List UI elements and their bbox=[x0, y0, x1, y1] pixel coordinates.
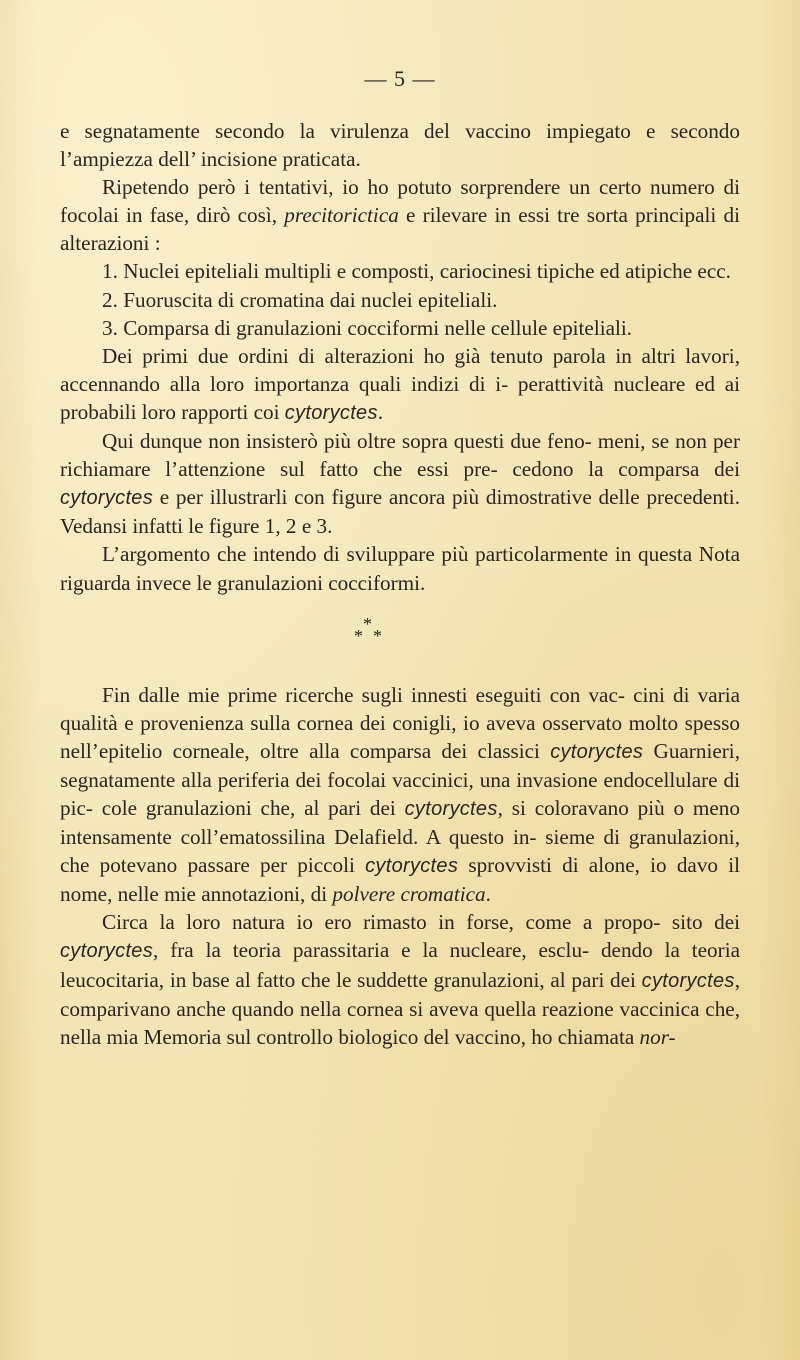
paragraph-2 bbox=[60, 173, 740, 257]
asterisk-glyph: * bbox=[373, 625, 382, 646]
term-nor: nor- bbox=[639, 1024, 676, 1049]
paragraph-3 bbox=[60, 342, 740, 427]
paragraph-6-text-d: sprovvisti di alone, io davo il nome, nelle mie annotazioni, di bbox=[60, 853, 740, 907]
term-precitorictica: precitorictica bbox=[284, 203, 399, 228]
term-cytoryctes: cytoryctes bbox=[641, 969, 735, 992]
paragraph-7-text-a: Circa la loro natura io ero rimasto in forse, come a propo- sito dei bbox=[102, 910, 740, 935]
paragraph-4 bbox=[60, 427, 740, 540]
term-cytoryctes: cytoryctes bbox=[365, 855, 459, 878]
paragraph-1: e segnatamente secondo la virulenza del vaccino impiegato e secondo l’ampiezza dell’ incisione praticata. bbox=[60, 119, 740, 172]
paragraph-6-text-b: Guarnieri, segnatamente alla periferia dei focolai vaccinici, una invasione endocellulare di pic- cole granulazioni che, al pari dei bbox=[60, 738, 740, 820]
term-polvere-cromatica: polvere cromatica bbox=[332, 882, 486, 907]
term-cytoryctes: cytoryctes bbox=[60, 487, 154, 510]
paragraph-4-text-b: e per illustrarli con figure ancora più dimostrative delle precedenti. Vedansi infatti le figure 1, 2 e 3. bbox=[60, 485, 740, 539]
page-number: — 5 — bbox=[364, 66, 436, 91]
paragraph-6 bbox=[60, 681, 740, 909]
term-cytoryctes: cytoryctes bbox=[404, 797, 498, 820]
paragraph-6-text-c: , si coloravano più o meno intensamente coll’ematossilina Delafield. A questo in- sieme di granulazioni, che potevano passare per piccoli bbox=[60, 795, 740, 878]
paragraph-4-text-a: Qui dunque non insisterò più oltre sopra questi due feno- meni, se non per richiamare l’attenzione sul fatto che essi pre- cedono la comparsa dei bbox=[60, 429, 740, 482]
asterism-divider bbox=[60, 597, 740, 681]
term-cytoryctes: cytoryctes bbox=[550, 740, 644, 763]
asterisk-glyph: * bbox=[363, 613, 372, 634]
paragraph-2-text-b: e rilevare in essi tre sorta principali di alterazioni : bbox=[60, 203, 740, 256]
list-item-3: 3. Comparsa di granulazioni cocciformi nelle cellule epiteliali. bbox=[102, 315, 633, 340]
term-cytoryctes: cytoryctes bbox=[284, 401, 378, 424]
paragraph-6-text-e: . bbox=[485, 882, 491, 907]
paragraph-7-text-c: , comparivano anche quando nella cornea si aveva quella reazione vaccinica che, nella mia Memoria sul controllo biologico del vaccino, ho chiamata bbox=[60, 967, 740, 1049]
paragraph-3-text-a: Dei primi due ordini di alterazioni ho già tenuto parola in altri lavori, accennando alla loro importanza quali indizi di i- perattività nucleare ed ai probabili loro rapporti coi bbox=[60, 343, 740, 424]
list-item-2: 2. Fuoruscita di cromatina dai nuclei epiteliali. bbox=[102, 287, 498, 312]
asterisk-glyph: * bbox=[354, 625, 363, 646]
body-text bbox=[60, 117, 740, 1051]
list-item-1: 1. Nuclei epiteliali multipli e composti, cariocinesi tipiche ed atipiche ecc. bbox=[102, 259, 731, 284]
term-cytoryctes: cytoryctes bbox=[60, 940, 154, 963]
paragraph-7-text-b: , fra la teoria parassitaria e la nucleare, esclu- dendo la teoria leucocitaria, in base al fatto che le suddette granulazioni, al pari dei bbox=[60, 938, 740, 992]
paragraph-7 bbox=[60, 908, 740, 1050]
paragraph-2-text-a: Ripetendo però i tentativi, io ho potuto sorprendere un certo numero di focolai in fase, dirò così, bbox=[60, 175, 740, 228]
paragraph-3-text-b: . bbox=[377, 399, 384, 424]
paragraph-6-text-a: Fin dalle mie prime ricerche sugli innesti eseguiti con vac- cini di varia qualità e provenienza sulla cornea dei conigli, io aveva osservato molto spesso nell’epitelio corneale, oltre alla comparsa dei classici bbox=[60, 682, 740, 763]
paragraph-5: L’argomento che intendo di sviluppare più particolarmente in questa Nota riguarda invece le granulazioni cocciformi. bbox=[60, 542, 740, 595]
